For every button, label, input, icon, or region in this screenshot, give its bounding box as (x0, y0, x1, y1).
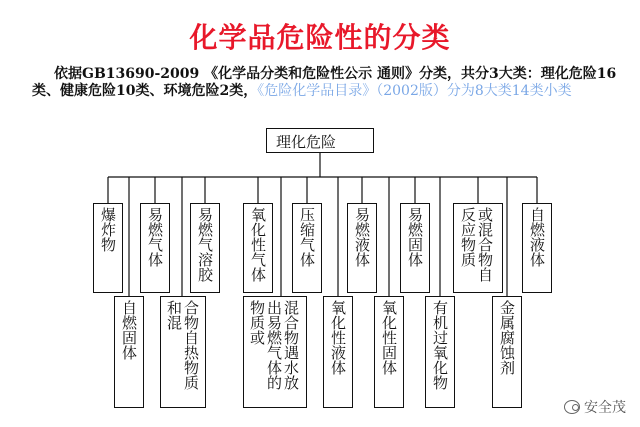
node-label: 氧化性气体 (249, 207, 267, 282)
intro-text: 依据GB13690-2009 《化学品分类和危险性公示 通则》分类，共分3大类：理化危险16类、健康危险10类、环境危险2类， (32, 66, 617, 99)
node-label: 自燃液体 (528, 207, 546, 267)
node-label: 爆炸物 (99, 207, 117, 252)
intro-highlight: 《危险化学品目录》（2002版）分为8大类14类小类 (257, 83, 572, 99)
node-label: 氧化性固体 (380, 300, 398, 375)
node-label: 易燃气溶胶 (196, 207, 214, 282)
node-label: 混合物遇水放出易燃气体的物质或 (248, 300, 300, 390)
node-label: 金属腐蚀剂 (498, 300, 516, 375)
tree-root-label: 理化危险 (276, 133, 337, 151)
node-label: 氧化性液体 (329, 300, 347, 375)
node-label: 易燃气体 (146, 207, 164, 267)
node-label: 压缩气体 (298, 207, 316, 267)
wechat-icon (564, 400, 580, 414)
node-label: 有机过氧化物 (431, 300, 449, 390)
page-title: 化学品危险性的分类 (189, 21, 451, 54)
watermark (564, 397, 626, 417)
node-label: 或混合物自反应物质 (459, 207, 494, 282)
node-label: 易燃固体 (406, 207, 424, 267)
node-label: 自燃固体 (120, 300, 138, 360)
node-label: 易燃液体 (353, 207, 371, 267)
node-label: 合物自热物质和混 (165, 300, 200, 390)
watermark-text: 安全茂 (584, 400, 626, 416)
